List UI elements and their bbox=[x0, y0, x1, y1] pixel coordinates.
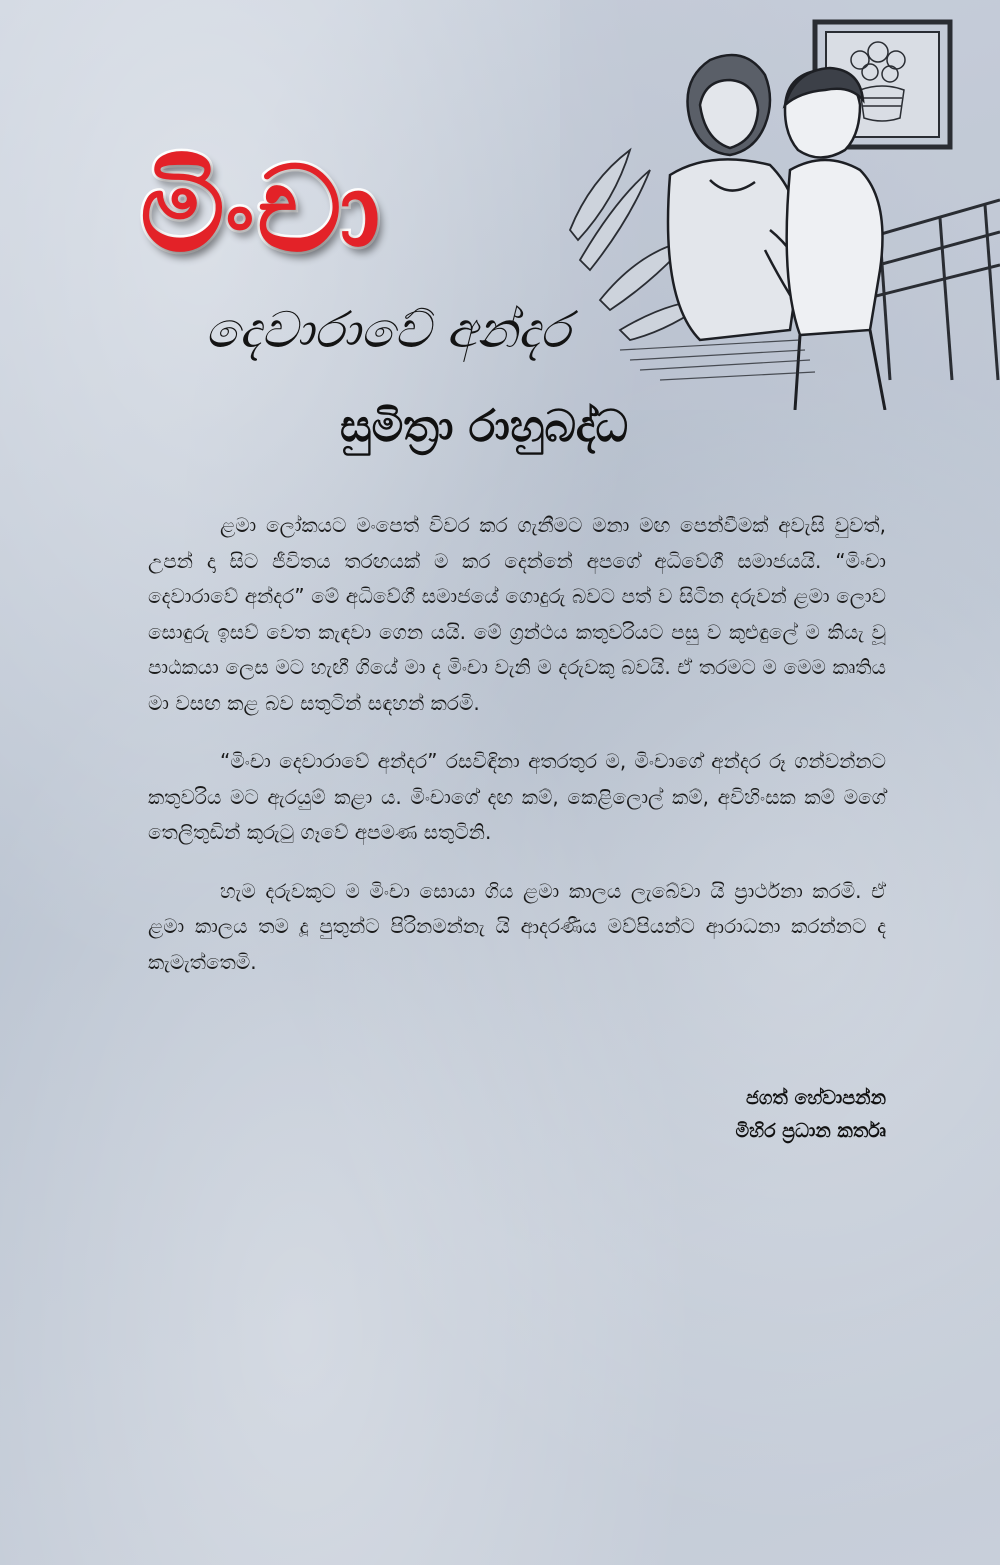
signature-name: ජගත් හේවාපන්න bbox=[745, 1087, 886, 1109]
signature-role: මිහිර ප්‍රධාන කර්තෘ bbox=[735, 1120, 886, 1142]
blurb-paragraph: හැම දරුවකුට ම මිංචා සොයා ගිය ළමා කාලය ලැබේවා යි ප්‍රාර්ථනා කරමි. ඒ ළමා කාලය තම දූ පුතුන්ට පිරිනමන්නැ යි ආදරණීය මව්පියන්ට ආරාධනා කරන්නට ද කැමැත්තෙමි. bbox=[148, 878, 886, 974]
illustration-woman-and-boy bbox=[560, 0, 1000, 410]
signature-block bbox=[735, 1082, 886, 1148]
blurb-paragraph: “මිංචා දෙවාරාවේ අන්දර” රසවිඳිනා අතරතුර ම, මිංචාගේ අන්දර රූ ගන්වන්නට කතුවරිය මට ඇරයුම් කළා ය. මිංචාගේ දඟ කම්, කෙළිලොල් කම්, අවිහිංසක කම් මගේ තෙලිතුඩින් කුරුටු ගෑවේ අපමණ සතුටිනි. bbox=[148, 749, 886, 844]
book-subtitle: දෙවාරාවේ අන්දර bbox=[205, 301, 570, 359]
book-title: මිංචා bbox=[140, 140, 383, 278]
blurb-paragraph: ළමා ලෝකයට මංපෙත් විවර කර ගැනීමට මනා මඟ පෙන්වීමක් අවැසි වුවත්, උපන් දා සිට ජීවිතය තරඟයක් ම කර දෙන්නේ අපගේ අධිවේගී සමාජයයි. “මිංචා දෙවාරාවේ අන්දර” මේ අධිවේගී සමාජයේ ගොදුරු බවට පත් ව සිටින දරුවන් ළමා ලොව සොඳුරු ඉසව් වෙත කැඳවා ගෙන යයි. මේ ග්‍රන්ථය කතුවරියට පසු ව කුළුඳුලේ ම කියැ වූ පාඨකයා ලෙස මට හැඟී ගියේ මා ද මිංචා වැනි ම දරුවකු බවයි. ඒ තරමට ම මෙම කෘතිය මා වසඟ කළ බව සතුටින් සඳහන් කරමි. bbox=[148, 513, 886, 715]
blurb bbox=[148, 508, 886, 1003]
author-name: සුමිත්‍රා රාහුබද්ධ bbox=[340, 401, 629, 452]
